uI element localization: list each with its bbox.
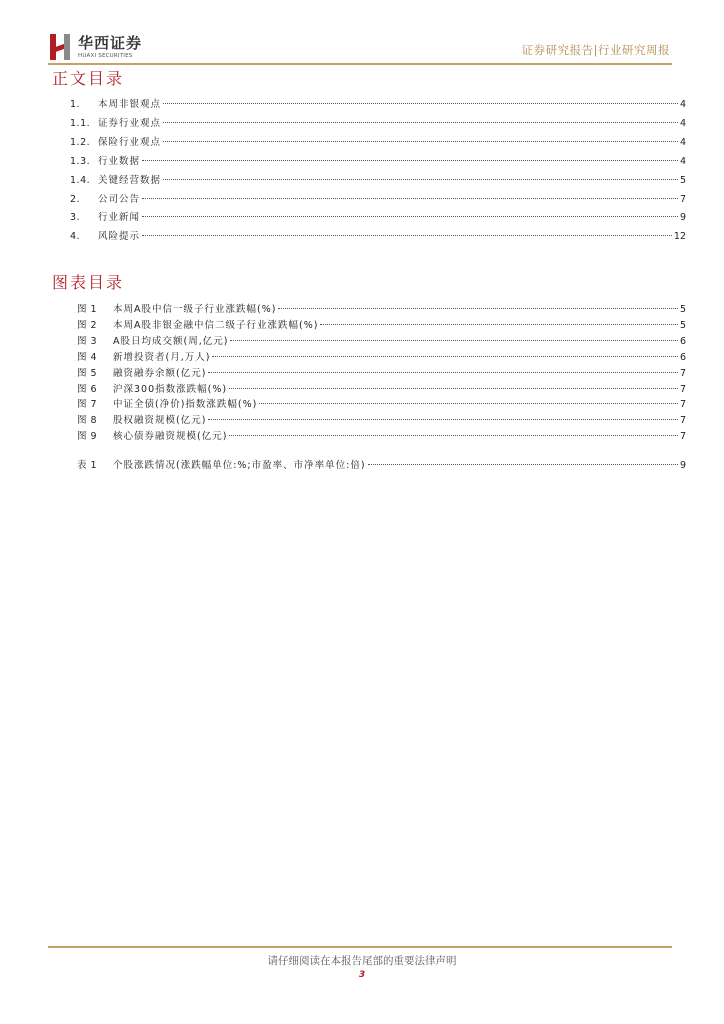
entry-number: 图 6 [77, 383, 98, 395]
entry-page-number: 7 [679, 193, 686, 205]
entry-label: 关键经营数据 [98, 174, 162, 186]
header-divider [48, 63, 672, 65]
dot-leader [142, 235, 672, 236]
entry-label: 股权融资规模(亿元) [113, 415, 207, 427]
entry-number: 图 8 [77, 415, 98, 427]
entry-label: 保险行业观点 [98, 136, 162, 148]
entry-number: 图 5 [77, 367, 98, 379]
entry-number: 1.4. [70, 174, 91, 186]
entry-label: A股日均成交额(周,亿元) [113, 335, 229, 347]
entry-number: 1.2. [70, 136, 91, 148]
entry-number: 1.1. [70, 117, 91, 129]
entry-label: 风险提示 [98, 231, 141, 243]
entry-label: 个股涨跌情况(涨跌幅单位:%;市盈率、市净率单位:倍) [113, 460, 366, 471]
entry-page-number: 12 [673, 231, 686, 243]
entry-page-number: 7 [679, 399, 686, 411]
entry-number: 1.3. [70, 155, 91, 167]
dot-leader [163, 141, 678, 142]
entry-page-number: 4 [679, 99, 686, 110]
toc-entry[interactable] [70, 98, 686, 112]
entry-page-number: 9 [679, 212, 686, 224]
dot-leader [142, 198, 678, 199]
entry-label: 沪深300指数涨跌幅(%) [113, 383, 228, 395]
entry-page-number: 6 [679, 335, 686, 347]
dot-leader [208, 419, 678, 420]
toc-entry[interactable] [77, 367, 686, 381]
entry-label: 本周非银观点 [98, 99, 162, 110]
dot-leader [142, 160, 678, 161]
toc-entry[interactable] [70, 174, 686, 188]
dot-leader [229, 388, 678, 389]
dot-leader [259, 403, 678, 404]
entry-label: 新增投资者(月,万人) [113, 351, 211, 363]
toc-entry[interactable] [77, 459, 686, 473]
entry-label: 公司公告 [98, 193, 141, 205]
dot-leader [142, 216, 678, 217]
entry-number: 表 1 [77, 460, 98, 471]
entry-page-number: 4 [679, 117, 686, 129]
toc-entry[interactable] [77, 351, 686, 365]
entry-label: 本周A股中信一级子行业涨跌幅(%) [113, 304, 277, 315]
dot-leader [163, 122, 678, 123]
dot-leader [278, 308, 678, 309]
logo-mark-icon [50, 34, 72, 60]
toc-entry[interactable] [70, 136, 686, 150]
toc-entry[interactable] [77, 383, 686, 397]
entry-page-number: 7 [679, 367, 686, 379]
entry-label: 核心债券融资规模(亿元) [113, 431, 228, 443]
company-logo [50, 34, 142, 60]
dot-leader [208, 372, 678, 373]
entry-page-number: 5 [679, 304, 686, 315]
entry-page-number: 5 [679, 319, 686, 331]
entry-label: 证券行业观点 [98, 117, 162, 129]
entry-page-number: 9 [679, 460, 686, 471]
entry-number: 4. [70, 231, 81, 243]
page-number: 3 [358, 970, 366, 980]
figures-title: 图表目录 [52, 273, 125, 292]
entry-label: 本周A股非银金融中信二级子行业涨跌幅(%) [113, 319, 319, 331]
logo-chinese-name: 华西证券 [78, 34, 143, 52]
entry-number: 图 4 [77, 351, 98, 363]
entry-number: 图 7 [77, 399, 98, 411]
dot-leader [163, 103, 678, 104]
toc-entry[interactable] [77, 398, 686, 412]
entry-number: 1. [70, 99, 81, 110]
toc-entry[interactable] [77, 303, 686, 317]
dot-leader [229, 435, 678, 436]
footer-divider [48, 946, 672, 948]
legal-disclaimer: 请仔细阅读在本报告尾部的重要法律声明 [267, 955, 457, 967]
dot-leader [320, 324, 678, 325]
entry-label: 行业新闻 [98, 212, 141, 224]
logo-english-name: HUAXI SECURITIES [78, 53, 133, 59]
toc-entry[interactable] [77, 414, 686, 428]
dot-leader [230, 340, 678, 341]
entry-page-number: 4 [679, 155, 686, 167]
report-type: 证券研究报告|行业研究周报 [521, 43, 670, 57]
toc-entry[interactable] [70, 155, 686, 169]
entry-page-number: 5 [679, 174, 686, 186]
dot-leader [163, 179, 678, 180]
entry-label: 中证全债(净价)指数涨跌幅(%) [113, 399, 258, 411]
toc-entry[interactable] [77, 335, 686, 349]
toc-entry[interactable] [77, 430, 686, 444]
entry-label: 行业数据 [98, 155, 141, 167]
entry-page-number: 7 [679, 415, 686, 427]
toc-title: 正文目录 [52, 69, 125, 88]
toc-entry[interactable] [70, 117, 686, 131]
entry-page-number: 7 [679, 431, 686, 443]
toc-entry[interactable] [70, 193, 686, 207]
entry-page-number: 6 [679, 351, 686, 363]
entry-label: 融资融券余额(亿元) [113, 367, 207, 379]
entry-number: 图 2 [77, 319, 98, 331]
entry-number: 图 1 [77, 304, 98, 315]
entry-number: 3. [70, 212, 81, 224]
entry-number: 图 3 [77, 335, 98, 347]
toc-entry[interactable] [70, 230, 686, 244]
entry-page-number: 4 [679, 136, 686, 148]
dot-leader [212, 356, 678, 357]
toc-entry[interactable] [77, 319, 686, 333]
entry-number: 2. [70, 193, 81, 205]
entry-number: 图 9 [77, 431, 98, 443]
entry-page-number: 7 [679, 383, 686, 395]
dot-leader [368, 464, 678, 465]
toc-entry[interactable] [70, 211, 686, 225]
